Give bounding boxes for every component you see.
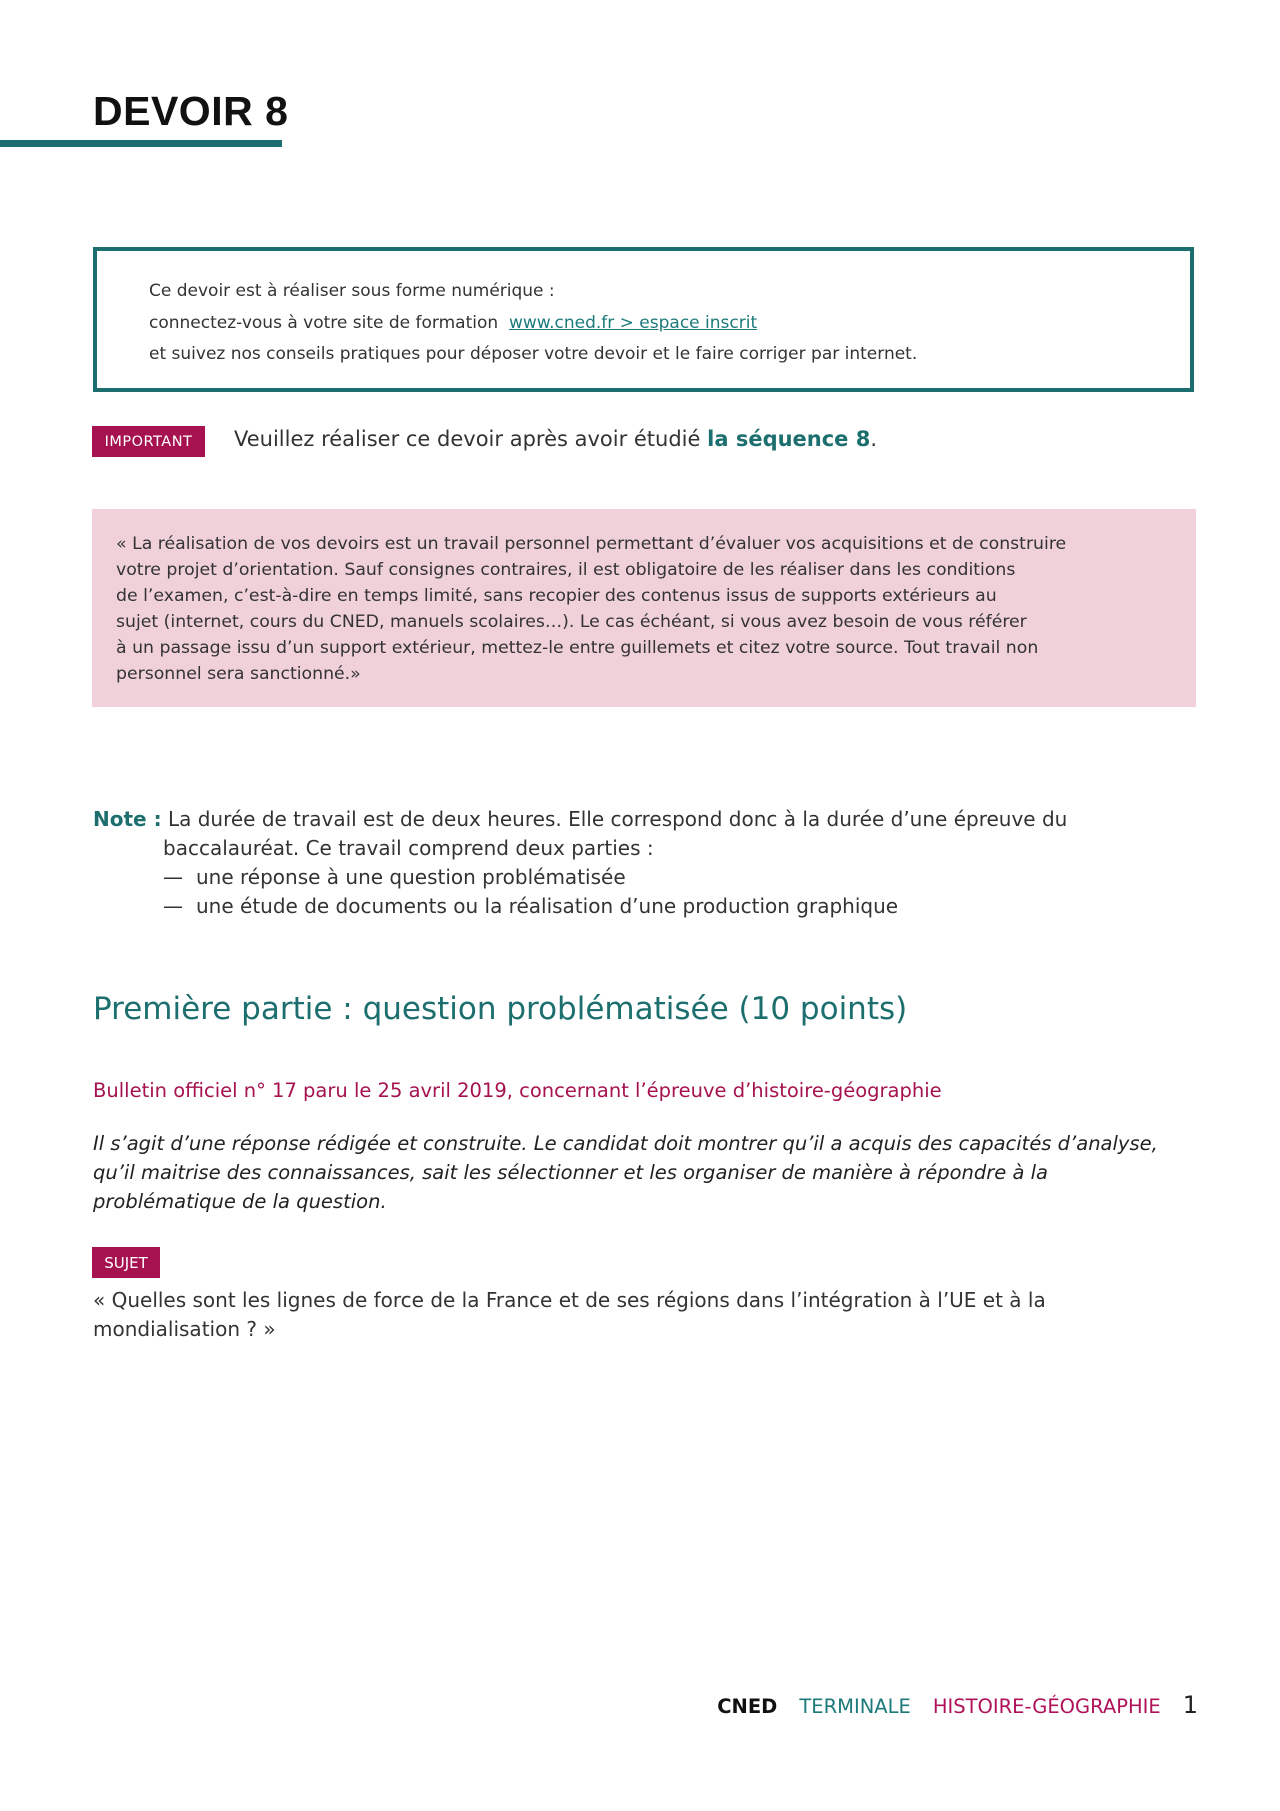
sujet-question (93, 1286, 1188, 1344)
page-number: 1 (1182, 1691, 1198, 1719)
info-line-2 (149, 313, 757, 333)
important-prefix: Veuillez réaliser ce devoir après avoir étudié (234, 427, 701, 451)
footer-subject: HISTOIRE-GÉOGRAPHIE (932, 1695, 1161, 1718)
sujet-line: mondialisation ? » (93, 1317, 276, 1341)
integrity-quote (116, 531, 1176, 687)
note-list-item (93, 863, 1183, 892)
footer-level: TERMINALE (799, 1695, 911, 1718)
page-title: DEVOIR 8 (93, 88, 289, 134)
footer-brand: CNED (717, 1695, 778, 1718)
instructions-line: Il s’agit d’une réponse rédigée et construite. Le candidat doit montrer qu’il a acquis des capacités d’analyse, (93, 1132, 1158, 1155)
note-line-1 (93, 805, 1183, 834)
note-text-1: La durée de travail est de deux heures. Elle correspond donc à la durée d’une épreuve du (167, 807, 1068, 831)
title-underline (0, 140, 282, 147)
note-item-text: une réponse à une question problématisée (196, 865, 626, 889)
digital-submission-box (93, 247, 1194, 392)
instructions-line: qu’il maitrise des connaissances, sait les sélectionner et les organiser de manière à répondre à la (93, 1161, 1048, 1184)
important-badge: IMPORTANT (92, 426, 205, 457)
quote-line: sujet (internet, cours du CNED, manuels scolaires…). Le cas échéant, si vous avez besoin de vous référer (116, 612, 1027, 632)
important-suffix: . (870, 427, 878, 451)
note-line-2: baccalauréat. Ce travail comprend deux parties : (163, 836, 654, 860)
quote-line: de l’examen, c’est-à-dire en temps limité, sans recopier des contenus issus de supports extérieurs au (116, 586, 997, 606)
page-footer (717, 1691, 1198, 1719)
note-list-item (93, 892, 1183, 921)
important-message (234, 427, 877, 451)
info-line-3: et suivez nos conseils pratiques pour déposer votre devoir et le faire corriger par internet. (149, 344, 918, 364)
dash-bullet: — (163, 894, 183, 918)
sujet-badge: SUJET (92, 1247, 160, 1278)
note-section (93, 805, 1183, 921)
info-line-2-text: connectez-vous à votre site de formation (149, 313, 499, 333)
quote-line: votre projet d’orientation. Sauf consignes contraires, il est obligatoire de les réaliser dans les conditions (116, 560, 1016, 580)
quote-line: « La réalisation de vos devoirs est un travail personnel permettant d’évaluer vos acquisitions et de construire (116, 534, 1067, 554)
cned-link[interactable]: www.cned.fr > espace inscrit (508, 313, 758, 333)
important-sequence: la séquence 8 (707, 427, 871, 451)
instructions-line: problématique de la question. (93, 1190, 387, 1213)
info-line-1: Ce devoir est à réaliser sous forme numérique : (149, 281, 555, 301)
section-title: Première partie : question problématisée (10 points) (93, 991, 908, 1027)
note-label: Note : (93, 807, 162, 831)
quote-line: personnel sera sanctionné.» (116, 664, 361, 684)
integrity-quote-box (92, 509, 1196, 707)
quote-line: à un passage issu d’un support extérieur, mettez-le entre guillemets et citez votre source. Tout travail non (116, 638, 1039, 658)
instructions (93, 1129, 1188, 1216)
sujet-line: « Quelles sont les lignes de force de la France et de ses régions dans l’intégration à l’UE et à la (93, 1288, 1046, 1312)
dash-bullet: — (163, 865, 183, 889)
bulletin-reference: Bulletin officiel n° 17 paru le 25 avril 2019, concernant l’épreuve d’histoire-géographie (93, 1079, 942, 1102)
note-item-text: une étude de documents ou la réalisation d’une production graphique (196, 894, 899, 918)
